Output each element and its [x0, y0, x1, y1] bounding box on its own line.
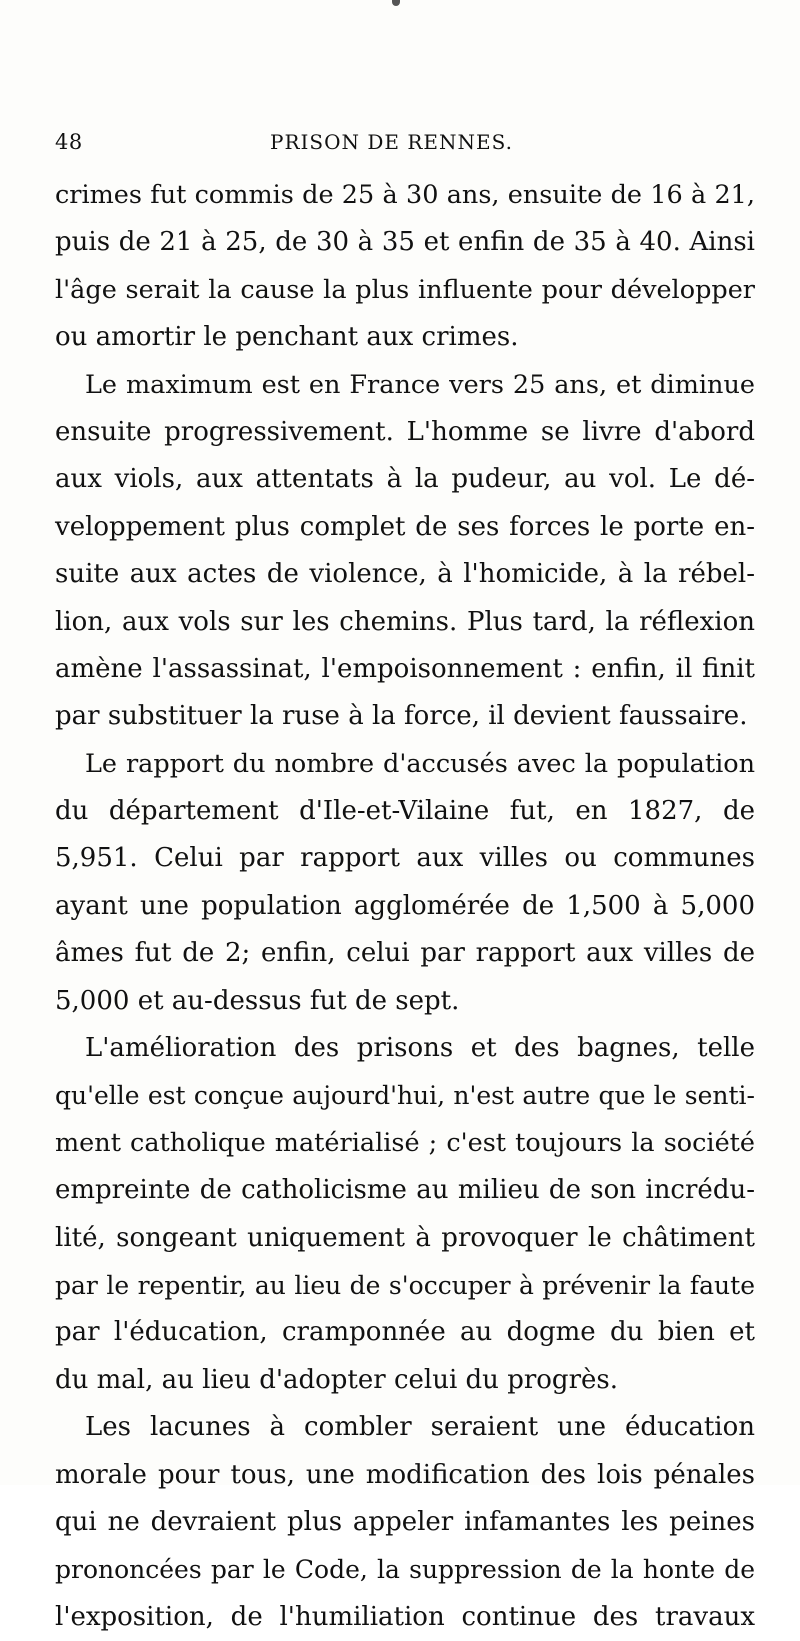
ink-speck — [392, 0, 400, 6]
text-line: ou amortir le penchant aux crimes. — [55, 322, 519, 353]
text-line: 5,000 et au-dessus fut de sept. — [55, 985, 460, 1016]
text-line: morale pour tous, une modification des lois pénales — [55, 1459, 755, 1490]
text-line: ayant une population agglomérée de 1,500 à 5,000 — [55, 890, 755, 921]
text-line: puis de 21 à 25, de 30 à 35 et enfin de 35 à 40. Ainsi — [55, 227, 755, 258]
text-line: aux viols, aux attentats à la pudeur, au vol. Le dé- — [55, 464, 755, 495]
text-line: crimes fut commis de 25 à 30 ans, ensuite de 16 à 21, — [55, 180, 755, 210]
running-header — [55, 130, 755, 160]
text-line: par le repentir, au lieu de s'occuper à prévenir la faute — [55, 1270, 755, 1300]
text-line: par substituer la ruse à la force, il devient faussaire. — [55, 701, 748, 732]
text-line: par l'éducation, cramponnée au dogme du bien et — [55, 1317, 755, 1348]
text-line: du département d'Ile-et-Vilaine fut, en 1827, de — [55, 796, 755, 827]
text-line: Le maximum est en France vers 25 ans, et diminue — [85, 369, 755, 400]
text-line: amène l'assassinat, l'empoisonnement : enfin, il finit — [55, 653, 755, 684]
page-number: 48 — [55, 130, 83, 154]
text-line: veloppement plus complet de ses forces le porte en- — [55, 511, 755, 542]
text-line: l'âge serait la cause la plus influente pour développer — [55, 274, 755, 305]
body-text — [55, 172, 755, 1641]
text-line: prononcées par le Code, la suppression de la honte de — [55, 1555, 755, 1585]
text-line: L'amélioration des prisons et des bagnes, telle — [85, 1033, 755, 1064]
text-line: l'exposition, de l'humiliation continue des travaux — [55, 1601, 755, 1632]
text-line: Le rapport du nombre d'accusés avec la population — [85, 748, 755, 779]
text-line: du mal, au lieu d'adopter celui du progrès. — [55, 1364, 618, 1395]
text-line: âmes fut de 2; enfin, celui par rapport aux villes de — [55, 938, 755, 969]
text-line: ensuite progressivement. L'homme se livre d'abord — [55, 416, 755, 447]
text-line: suite aux actes de violence, à l'homicide, à la rébel- — [55, 559, 755, 590]
text-line: empreinte de catholicisme au milieu de son incrédu- — [55, 1175, 755, 1206]
running-title: PRISON DE RENNES. — [270, 130, 513, 154]
text-line: lion, aux vols sur les chemins. Plus tard, la réflexion — [55, 606, 755, 637]
text-line: Les lacunes à combler seraient une éducation — [85, 1412, 755, 1443]
text-line: lité, songeant uniquement à provoquer le châtiment — [55, 1222, 755, 1253]
text-line: 5,951. Celui par rapport aux villes ou communes — [55, 843, 755, 874]
text-line: qui ne devraient plus appeler infamantes les peines — [55, 1506, 755, 1537]
text-line: ment catholique matérialisé ; c'est toujours la société — [55, 1127, 755, 1158]
text-line: qu'elle est conçue aujourd'hui, n'est autre que le senti- — [55, 1081, 755, 1111]
